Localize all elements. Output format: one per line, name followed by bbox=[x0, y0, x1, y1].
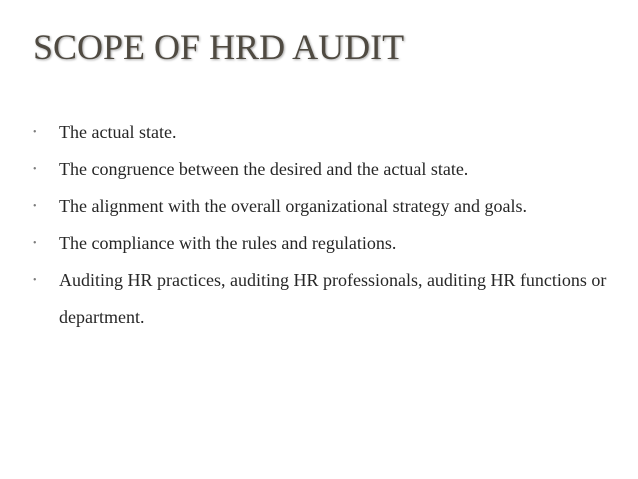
bullet-icon: • bbox=[33, 201, 37, 212]
bullet-icon: • bbox=[33, 238, 37, 249]
bullet-icon: • bbox=[33, 275, 37, 286]
slide-title: SCOPE OF HRD AUDIT bbox=[33, 27, 405, 67]
bullet-item bbox=[33, 188, 613, 225]
bullet-item bbox=[33, 225, 613, 262]
bullet-text: The congruence between the desired and the actual state. bbox=[59, 159, 469, 179]
bullet-item bbox=[33, 151, 613, 188]
bullet-text: The alignment with the overall organizational strategy and goals. bbox=[59, 196, 528, 216]
bullet-text: The actual state. bbox=[59, 122, 177, 142]
bullet-text: Auditing HR practices, auditing HR professionals, auditing HR functions or department. bbox=[59, 270, 607, 327]
bullet-icon: • bbox=[33, 164, 37, 175]
bullet-item bbox=[33, 262, 613, 336]
bullet-icon: • bbox=[33, 127, 37, 138]
bullet-item bbox=[33, 114, 613, 151]
bullet-text: The compliance with the rules and regulations. bbox=[59, 233, 397, 253]
bullet-list bbox=[33, 114, 613, 336]
